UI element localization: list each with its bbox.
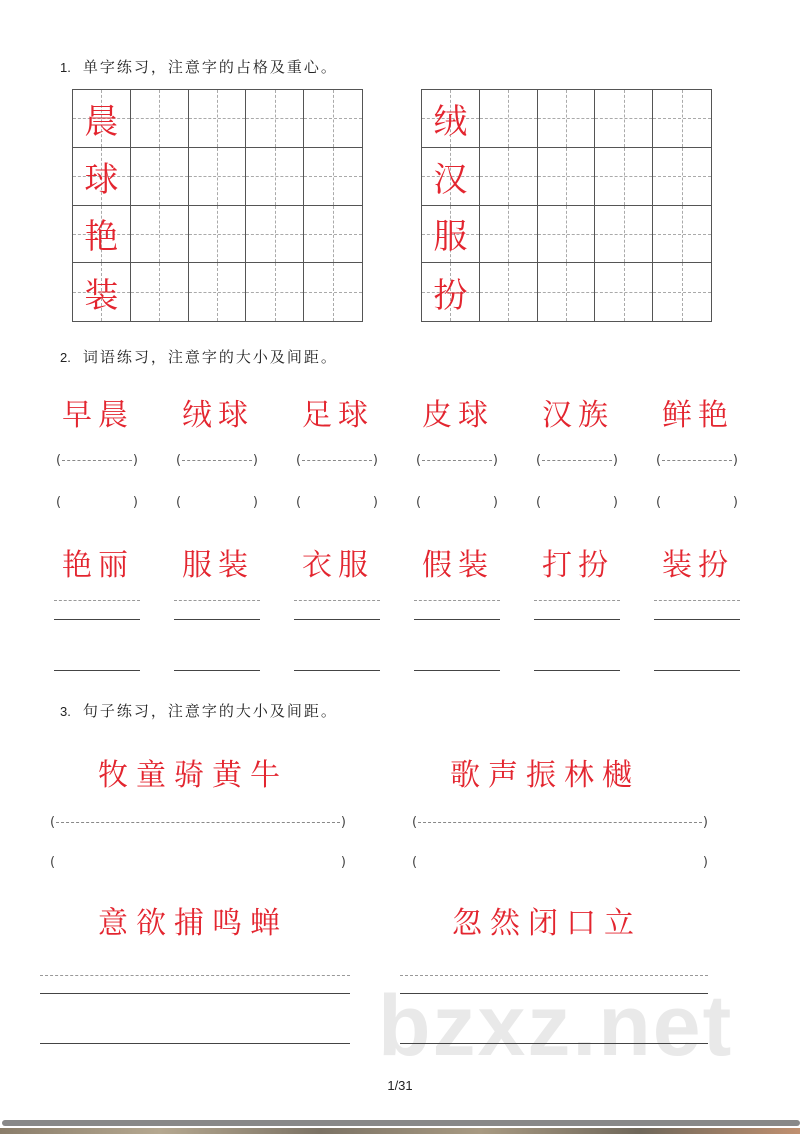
pinyin-parens[interactable]: [176, 452, 258, 468]
paren: (: [656, 452, 662, 468]
paren: (: [56, 452, 62, 468]
grid-cell[interactable]: [73, 206, 131, 264]
grid-cell[interactable]: [73, 148, 131, 206]
answer-parens[interactable]: [412, 854, 708, 870]
grid-cell[interactable]: [595, 148, 653, 206]
grid-cell[interactable]: [480, 206, 538, 264]
grid-cell[interactable]: [304, 148, 362, 206]
guide-line: [400, 975, 708, 976]
sentence: 牧童骑黄牛: [98, 758, 288, 793]
paren: (: [536, 452, 542, 468]
word: 衣服: [302, 548, 374, 583]
writing-line[interactable]: [654, 619, 740, 620]
grid-cell[interactable]: [131, 263, 189, 321]
model-char: 球: [84, 159, 119, 200]
char-grid-right: [421, 89, 712, 322]
page-indicator: 1/31: [387, 1078, 413, 1093]
word: 早晨: [62, 398, 134, 433]
paren: ): [492, 452, 498, 468]
paren: (: [296, 452, 302, 468]
paren: ): [132, 452, 138, 468]
writing-line[interactable]: [400, 1043, 708, 1044]
paren: ): [372, 452, 378, 468]
grid-cell[interactable]: [653, 263, 711, 321]
paren: ): [732, 494, 738, 510]
paren: ): [252, 494, 258, 510]
grid-cell[interactable]: [131, 206, 189, 264]
word: 服装: [182, 548, 254, 583]
grid-cell[interactable]: [653, 206, 711, 264]
grid-cell[interactable]: [189, 206, 247, 264]
paren: ): [732, 452, 738, 468]
paren: ): [340, 854, 346, 870]
writing-line[interactable]: [414, 670, 500, 671]
answer-parens[interactable]: [656, 494, 738, 510]
pinyin-parens[interactable]: [536, 452, 618, 468]
section-title: 单字练习，注意字的占格及重心。: [82, 58, 338, 76]
sentence: 意欲捕鸣蝉: [98, 906, 288, 941]
grid-cell[interactable]: [246, 148, 304, 206]
writing-line[interactable]: [414, 619, 500, 620]
writing-line[interactable]: [534, 670, 620, 671]
grid-cell[interactable]: [538, 90, 596, 148]
grid-cell[interactable]: [304, 263, 362, 321]
paren: ): [612, 452, 618, 468]
char-grid-left: [72, 89, 363, 322]
paren: ): [492, 494, 498, 510]
word: 绒球: [182, 398, 254, 433]
paren: (: [416, 452, 422, 468]
grid-cell[interactable]: [653, 90, 711, 148]
guide-line: [534, 600, 620, 601]
grid-cell[interactable]: [422, 263, 480, 321]
grid-cell[interactable]: [131, 148, 189, 206]
pinyin-parens[interactable]: [296, 452, 378, 468]
writing-line[interactable]: [400, 993, 708, 994]
answer-parens[interactable]: [416, 494, 498, 510]
paren: ): [340, 814, 346, 830]
writing-line[interactable]: [174, 619, 260, 620]
model-char: 晨: [84, 101, 119, 142]
paren: (: [56, 494, 62, 510]
word: 皮球: [422, 398, 494, 433]
answer-parens[interactable]: [412, 814, 708, 830]
answer-parens[interactable]: [50, 814, 346, 830]
pinyin-parens[interactable]: [656, 452, 738, 468]
writing-line[interactable]: [534, 619, 620, 620]
word: 打扮: [542, 548, 614, 583]
word: 装扮: [662, 548, 734, 583]
grid-cell[interactable]: [538, 206, 596, 264]
grid-cell[interactable]: [73, 263, 131, 321]
answer-parens[interactable]: [176, 494, 258, 510]
paren: (: [416, 494, 422, 510]
writing-line[interactable]: [54, 619, 140, 620]
writing-line[interactable]: [654, 670, 740, 671]
grid-cell[interactable]: [422, 206, 480, 264]
section2-header: [60, 346, 338, 367]
paren: ): [702, 854, 708, 870]
grid-cell[interactable]: [595, 206, 653, 264]
grid-cell[interactable]: [595, 90, 653, 148]
model-char: 汉: [433, 159, 468, 200]
grid-cell[interactable]: [538, 263, 596, 321]
word: 鲜艳: [662, 398, 734, 433]
answer-parens[interactable]: [56, 494, 138, 510]
grid-cell[interactable]: [480, 90, 538, 148]
writing-line[interactable]: [294, 619, 380, 620]
grid-cell[interactable]: [480, 148, 538, 206]
paren: (: [656, 494, 662, 510]
grid-cell[interactable]: [246, 263, 304, 321]
guide-line: [40, 975, 350, 976]
writing-line[interactable]: [174, 670, 260, 671]
guide-line: [174, 600, 260, 601]
grid-cell[interactable]: [73, 90, 131, 148]
paren: ): [252, 452, 258, 468]
sentence: 忽然闭口立: [452, 906, 642, 941]
grid-cell[interactable]: [480, 263, 538, 321]
writing-line[interactable]: [40, 993, 350, 994]
paren: (: [412, 854, 418, 870]
paren: (: [176, 452, 182, 468]
grid-cell[interactable]: [422, 90, 480, 148]
section-title: 句子练习，注意字的大小及间距。: [82, 702, 338, 720]
paren: (: [50, 854, 56, 870]
paren: (: [536, 494, 542, 510]
grid-cell[interactable]: [189, 90, 247, 148]
paren: (: [412, 814, 418, 830]
horizontal-scrollbar[interactable]: [2, 1120, 800, 1126]
paren: (: [176, 494, 182, 510]
grid-cell[interactable]: [304, 206, 362, 264]
section-number: 3.: [60, 704, 71, 719]
grid-cell[interactable]: [189, 263, 247, 321]
paren: ): [132, 494, 138, 510]
word: 足球: [302, 398, 374, 433]
background-strip: [0, 1128, 800, 1134]
section1-header: [60, 56, 338, 77]
guide-line: [54, 600, 140, 601]
paren: (: [296, 494, 302, 510]
word: 汉族: [542, 398, 614, 433]
sentence: 歌声振林樾: [450, 758, 640, 793]
section-number: 2.: [60, 350, 71, 365]
section3-header: [60, 700, 338, 721]
paren: ): [372, 494, 378, 510]
model-char: 绒: [433, 101, 468, 142]
watermark: bzxz.net: [378, 978, 734, 1074]
writing-line[interactable]: [294, 670, 380, 671]
answer-parens[interactable]: [536, 494, 618, 510]
model-char: 扮: [433, 275, 468, 316]
writing-line[interactable]: [54, 670, 140, 671]
pinyin-parens[interactable]: [56, 452, 138, 468]
guide-line: [414, 600, 500, 601]
word: 艳丽: [62, 548, 134, 583]
paren: ): [612, 494, 618, 510]
answer-parens[interactable]: [296, 494, 378, 510]
paren: ): [702, 814, 708, 830]
grid-cell[interactable]: [246, 90, 304, 148]
guide-line: [654, 600, 740, 601]
paren: (: [50, 814, 56, 830]
model-char: 艳: [84, 217, 119, 258]
model-char: 服: [433, 217, 468, 258]
grid-cell[interactable]: [189, 148, 247, 206]
section-title: 词语练习，注意字的大小及间距。: [82, 348, 338, 366]
grid-cell[interactable]: [131, 90, 189, 148]
guide-line: [294, 600, 380, 601]
pinyin-parens[interactable]: [416, 452, 498, 468]
grid-cell[interactable]: [653, 148, 711, 206]
grid-cell[interactable]: [538, 148, 596, 206]
writing-line[interactable]: [40, 1043, 350, 1044]
answer-parens[interactable]: [50, 854, 346, 870]
grid-cell[interactable]: [246, 206, 304, 264]
grid-cell[interactable]: [595, 263, 653, 321]
grid-cell[interactable]: [304, 90, 362, 148]
word: 假装: [422, 548, 494, 583]
section-number: 1.: [60, 60, 71, 75]
model-char: 装: [84, 275, 119, 316]
grid-cell[interactable]: [422, 148, 480, 206]
